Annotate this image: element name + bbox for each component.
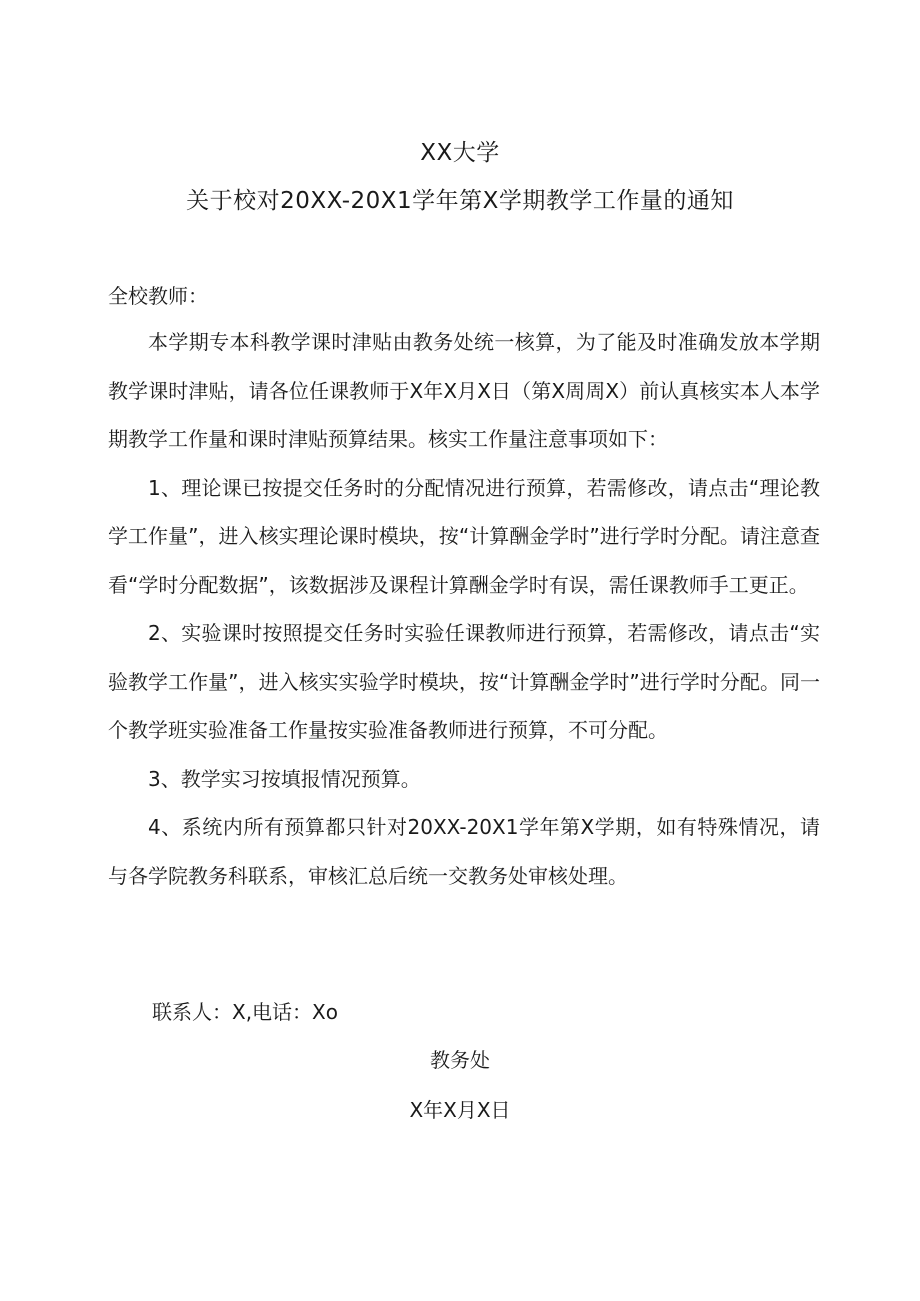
school-name: XX大学 [420, 140, 500, 166]
item-2-paragraph: 2、实验课时按照提交任务时实验任课教师进行预算，若需修改，请点击“实验教学工作量”，进入核实实验学时模块，按“计算酬金学时”进行学时分配。同一个教学班实验准备工作量按实验准备教师进行预算，不可分配。 [108, 621, 820, 742]
item-4-paragraph: 4、系统内所有预算都只针对20XX-20X1学年第X学期，如有特殊情况，请与各学院教务科联系，审核汇总后统一交教务处审核处理。 [108, 815, 820, 888]
notice-title: 关于校对20XX-20X1学年第X学期教学工作量的通知 [186, 188, 734, 214]
item-3-paragraph: 3、教学实习按填报情况预算。 [148, 766, 421, 791]
salutation: 全校教师： [108, 284, 208, 308]
notice-body [108, 318, 820, 900]
signature-office: 教务处 [430, 1048, 490, 1072]
intro-paragraph: 本学期专本科教学课时津贴由教务处统一核算，为了能及时准确发放本学期教学课时津贴，请各位任课教师于X年X月X日（第X周周X）前认真核实本人本学期教学工作量和课时津贴预算结果。核实工作量注意事项如下： [108, 330, 820, 451]
item-1-paragraph: 1、理论课已按提交任务时的分配情况进行预算，若需修改，请点击“理论教学工作量”，进入核实理论课时模块，按“计算酬金学时”进行学时分配。请注意查看“学时分配数据”，该数据涉及课程计算酬金学时有误，需任课教师手工更正。 [108, 475, 820, 597]
contact-line: 联系人：X,电话：Xo [152, 1000, 338, 1024]
signature-date: X年X月X日 [409, 1098, 511, 1122]
